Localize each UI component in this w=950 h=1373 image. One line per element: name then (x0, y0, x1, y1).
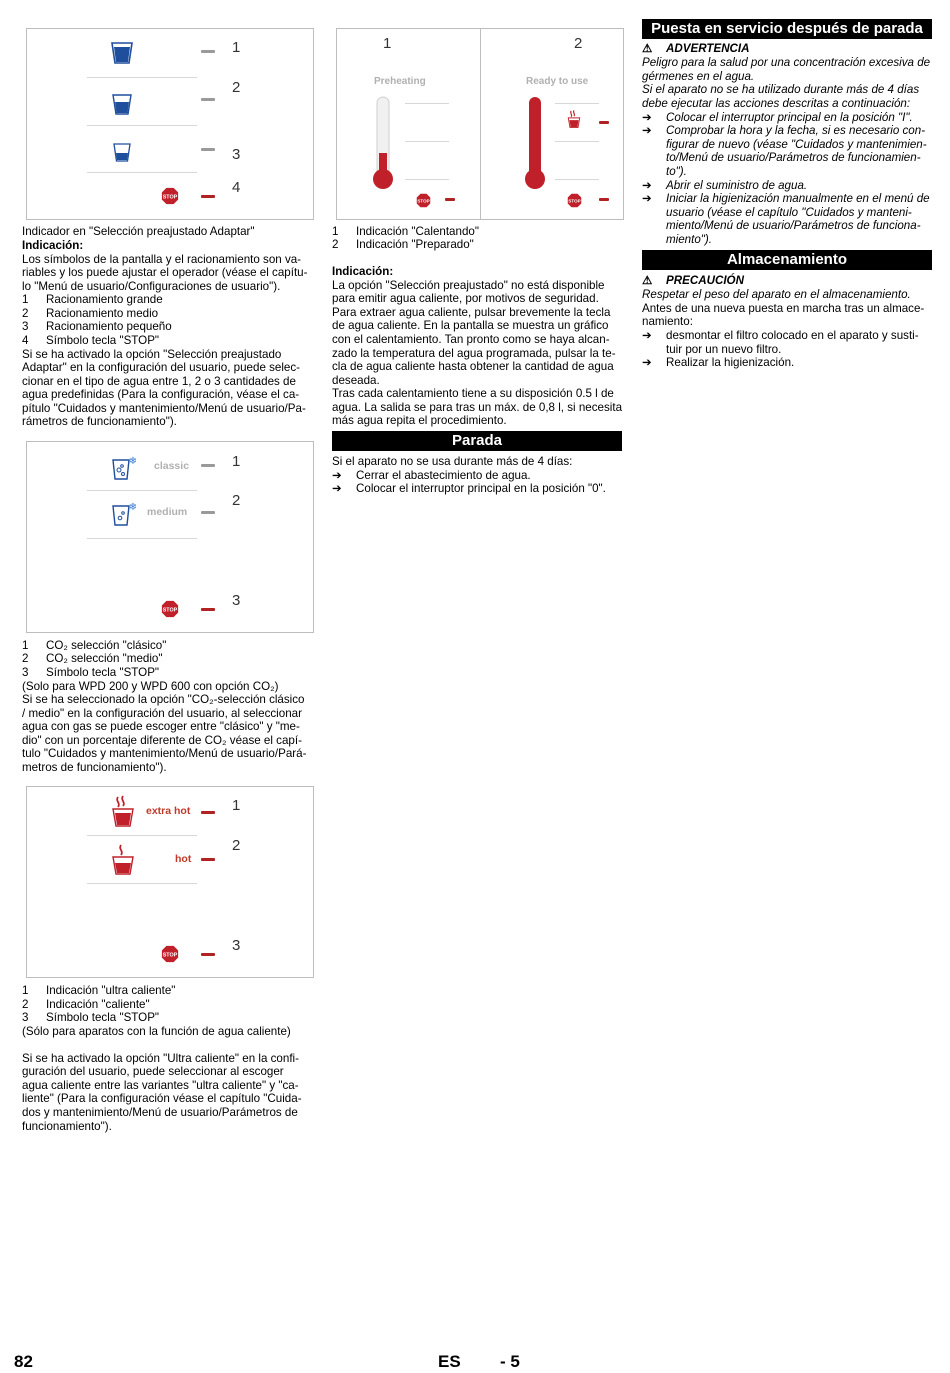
arrow-right-icon: ➔ (642, 356, 652, 369)
fig1-caption: Indicador en "Selección preajustado Adaptar" (22, 225, 255, 238)
stop-icon (161, 187, 179, 205)
para-line: Si se ha activado la opción "Selección preajustado (22, 348, 282, 361)
svg-text:STOP: STOP (162, 952, 178, 959)
svg-text:STOP: STOP (417, 198, 430, 204)
para-line: metros de funcionamiento"). (22, 761, 167, 774)
section-title-almacenamiento: Almacenamiento (642, 250, 932, 270)
callout-3: 3 (232, 146, 241, 163)
intro-line: lo "Menú de usuario/Configuraciones de usuario"). (22, 280, 281, 293)
callout-1: 1 (232, 453, 241, 470)
para-line: La opción "Selección preajustado" no está disponible (332, 279, 605, 292)
stop-icon (416, 193, 431, 208)
stop-icon (161, 945, 179, 963)
arrow-right-icon: ➔ (642, 192, 652, 205)
hot-cup-icon (109, 795, 137, 827)
hot-label: hot (175, 853, 192, 865)
para-line: liente" (Para la configuración véase el capítulo "Cuida- (22, 1092, 302, 1105)
warning-line: Si el aparato no se ha utilizado durante más de 4 días (642, 83, 920, 96)
preheating-label: Preheating (374, 76, 426, 87)
warning-triangle-icon: ⚠ (642, 274, 653, 287)
step-cont: miento/Menú de usuario/Parámetros de funciona- (666, 219, 921, 232)
cup-large-icon (107, 37, 137, 67)
callout-2: 2 (232, 492, 241, 509)
svg-text:STOP: STOP (568, 198, 581, 204)
classic-label: classic (154, 460, 190, 472)
hot-cup-icon (109, 843, 137, 875)
para-line: deseada. (332, 374, 380, 387)
step-item: ➔ Abrir el suministro de agua. (642, 179, 808, 192)
step-item: ➔ Iniciar la higienización manualmente en el menú de (642, 192, 930, 205)
para-line: dio" con un porcentaje diferente de CO₂ véase el capí- (22, 734, 302, 747)
step-item: ➔ Colocar el interruptor principal en la posición "0". (332, 482, 606, 495)
para-line: de agua caliente. En la pantalla se muestra un gráfico (332, 319, 609, 332)
caution-line: Respetar el peso del aparato en el almacenamiento. (642, 288, 911, 301)
list-item: 2 Racionamiento medio (22, 307, 159, 320)
para-line: / medio" en la configuración del usuario, al seleccionar (22, 707, 302, 720)
callout-3: 3 (232, 937, 241, 954)
step-cont: to/Menú de usuario/Parámetros de funcionamien- (666, 151, 921, 164)
para-line: dos y mantenimiento/Menú de usuario/Parámetros de (22, 1106, 298, 1119)
para-line: funcionamiento"). (22, 1120, 112, 1133)
para-line: Para extraer agua caliente, pulsar brevemente la tecla (332, 306, 611, 319)
warning-line: gérmenes en el agua. (642, 70, 755, 83)
para-line: cla de agua caliente hasta obtener la cantidad de agua (332, 360, 614, 373)
arrow-right-icon: ➔ (642, 179, 652, 192)
warning-heading: ⚠ ADVERTENCIA (642, 42, 750, 55)
arrow-right-icon: ➔ (642, 124, 652, 137)
arrow-right-icon: ➔ (332, 469, 342, 482)
para-line: zado la temperatura del agua programada, pulsar la te- (332, 347, 616, 360)
callout-4: 4 (232, 179, 241, 196)
section-title-parada: Parada (332, 431, 622, 451)
para-line: agua caliente entre las variantes "ultra caliente" y "ca- (22, 1079, 299, 1092)
sparkling-cup-icon (109, 498, 139, 528)
intro-line: Los símbolos de la pantalla y el racionamiento son va- (22, 253, 302, 266)
step-cont: miento"). (666, 233, 712, 246)
svg-text:❄: ❄ (128, 456, 138, 467)
para-line: más agua repita el procedimiento. (332, 414, 507, 427)
medium-label: medium (147, 506, 188, 518)
figure-co2-display (26, 441, 314, 633)
para-line: cionar en el tipo de agua entre 1, 2 o 3 cantidades de (22, 375, 296, 388)
figure-adaptar-display (26, 28, 314, 220)
para-line: tulo "Cuidados y mantenimiento/Menú de usuario/Pará- (22, 747, 307, 760)
list-item: 3 Símbolo tecla "STOP" (22, 1011, 160, 1024)
para-line: Antes de una nueva puesta en marcha tras un almace- (642, 302, 925, 315)
ready-label: Ready to use (526, 76, 589, 87)
callout-2: 2 (232, 837, 241, 854)
step-cont: figurar de nuevo (véase "Cuidados y mantenimien- (666, 138, 927, 151)
step-item: ➔ Cerrar el abastecimiento de agua. (332, 469, 531, 482)
list-item: 2 CO₂ selección "medio" (22, 652, 163, 665)
list-item: 1 Indicación "Calentando" (332, 225, 479, 238)
intro-line: riables y los puede ajustar el operador (véase el capítu- (22, 266, 308, 279)
step-item: ➔ Colocar el interruptor principal en la posición "I". (642, 111, 913, 124)
callout-1: 1 (383, 35, 392, 52)
warning-line: Peligro para la salud por una concentración excesiva de (642, 56, 931, 69)
para-line: agua con gas se puede escoger entre "clásico" y "me- (22, 720, 300, 733)
callout-2: 2 (574, 35, 583, 52)
figure-heating-display (336, 28, 624, 220)
hot-cup-icon (566, 109, 582, 129)
page-number: 82 (14, 1352, 33, 1371)
para-line: Tras cada calentamiento tiene a su disposición 0.5 l de (332, 387, 614, 400)
list-item: 3 Símbolo tecla "STOP" (22, 666, 160, 679)
para-line: (Sólo para aparatos con la función de agua caliente) (22, 1025, 291, 1038)
para-line: Si se ha activado la opción "Ultra caliente" en la confi- (22, 1052, 299, 1065)
para-line: agua. La salida se para tras un máx. de 0,8 l, si necesita (332, 401, 623, 414)
para-line: (Solo para WPD 200 y WPD 600 con opción CO₂) (22, 680, 279, 693)
indicacion-heading: Indicación: (332, 265, 394, 278)
step-item: ➔ Comprobar la hora y la fecha, si es necesario con- (642, 124, 926, 137)
cup-medium-icon (109, 91, 135, 117)
svg-text:STOP: STOP (162, 607, 178, 614)
language-code: ES (438, 1352, 461, 1371)
extra-hot-label: extra hot (146, 805, 191, 817)
svg-text:❄: ❄ (128, 502, 138, 513)
sparkling-cup-icon (109, 452, 139, 482)
para-line: Si se ha seleccionado la opción "CO₂-selección clásico (22, 693, 305, 706)
list-item: 2 Indicación "Preparado" (332, 238, 474, 251)
para-line: con el calentamiento. Tan pronto como se haya alcan- (332, 333, 610, 346)
para-line: Adaptar" en la configuración del usuario, puede selec- (22, 361, 301, 374)
callout-1: 1 (232, 39, 241, 56)
para-line: pítulo "Cuidados y mantenimiento/Menú de usuario/Pa- (22, 402, 306, 415)
warning-line: debe ejecutar las acciones descritas a continuación: (642, 97, 911, 110)
step-cont: tuir por un nuevo filtro. (666, 343, 782, 356)
warning-triangle-icon: ⚠ (642, 42, 653, 55)
para-line: guración del usuario, puede seleccionar al escoger (22, 1065, 284, 1078)
stop-icon (567, 193, 582, 208)
step-cont: usuario (véase el capítulo "Cuidados y manteni- (666, 206, 912, 219)
step-item: ➔ desmontar el filtro colocado en el aparato y susti- (642, 329, 919, 342)
figure-hot-display (26, 786, 314, 978)
caution-heading: ⚠ PRECAUCIÓN (642, 274, 744, 287)
callout-3: 3 (232, 592, 241, 609)
list-item: 1 Racionamiento grande (22, 293, 163, 306)
list-item: 1 Indicación "ultra caliente" (22, 984, 176, 997)
para-line: rámetros de funcionamiento"). (22, 415, 177, 428)
step-cont: to"). (666, 165, 687, 178)
thermometer-ready-icon (523, 95, 547, 191)
callout-2: 2 (232, 79, 241, 96)
arrow-right-icon: ➔ (642, 111, 652, 124)
list-item: 4 Símbolo tecla "STOP" (22, 334, 160, 347)
sub-page-number: - 5 (500, 1352, 520, 1371)
arrow-right-icon: ➔ (642, 329, 652, 342)
indicacion-heading: Indicación: (22, 239, 84, 252)
cup-small-icon (111, 141, 133, 163)
step-item: ➔ Realizar la higienización. (642, 356, 795, 369)
section-title-puesta: Puesta en servicio después de parada (642, 19, 932, 39)
para-line: agua predefinidas (Para la configuración, véase el ca- (22, 388, 300, 401)
list-item: 1 CO₂ selección "clásico" (22, 639, 167, 652)
para-line: namiento: (642, 315, 693, 328)
para-line: para emitir agua caliente, por motivos de seguridad. (332, 292, 599, 305)
arrow-right-icon: ➔ (332, 482, 342, 495)
callout-1: 1 (232, 797, 241, 814)
svg-text:STOP: STOP (162, 194, 178, 201)
list-item: 2 Indicación "caliente" (22, 998, 150, 1011)
list-item: 3 Racionamiento pequeño (22, 320, 172, 333)
stop-icon (161, 600, 179, 618)
thermometer-preheating-icon (371, 95, 395, 191)
para-line: Si el aparato no se usa durante más de 4 días: (332, 455, 573, 468)
